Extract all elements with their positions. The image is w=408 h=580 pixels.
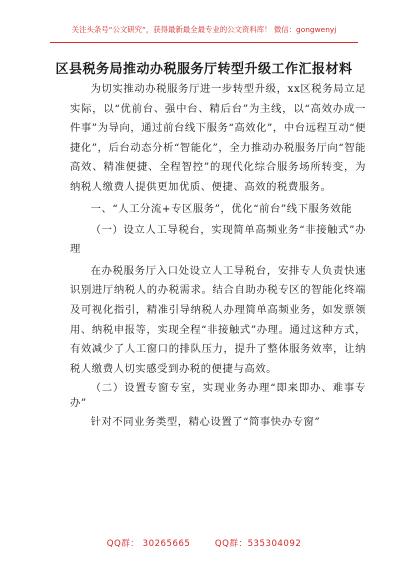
- footer-qq-group-1: QQ群： 30265665: [106, 539, 191, 549]
- footer: [0, 537, 408, 549]
- body-paragraph-2: 针对不同业务类型，精心设置了“简事快办专窗”: [90, 416, 321, 429]
- footer-qq-group-2: QQ群：535304092: [214, 539, 302, 549]
- header-banner: 关注头条号“公文研究”，获得最新最全最专业的公文资料库！ 微信：gongwenyj: [71, 25, 337, 34]
- document-title: 区县税务局推动办税服务厅转型升级工作汇报材料: [55, 62, 353, 77]
- intro-paragraph: 为切实推动办税服务厅进一步转型升级，xx区税务局立足实际，以“优前台、强中台、精后台”为主线，以“高效办成一件事”为导向，通过前台线下服务“高效化”，中台远程互动“便捷化”，后台动态分析“智能化”，全力推动办税服务厅向“智能高效、精准便捷、全程智控”的现代化综合服务场所转变，为纳税人缴费人提供更加优质、便捷、高效的税费服务。: [70, 83, 366, 193]
- document-body: [70, 80, 366, 433]
- subsection-heading-1: （一）设立人工导税台，实现简单高频业务“非接触式”办理: [70, 223, 366, 256]
- body-paragraph-1: 在办税服务厅入口处设立人工导税台，安排专人负责快速识别进厅纳税人的办税需求。结合自助办税专区的智能化终端及可视化指引，精准引导纳税人办理简单高频业务，如发票领用、纳税申报等，实现全程“非接触式”办理。通过这种方式，有效减少了人工窗口的排队压力，提升了整体服务效率，让纳税人缴费人切实感受到办税的便捷与高效。: [70, 264, 366, 375]
- section-heading-1: 一、“人工分流+专区服务”，优化“前台”线下服务效能: [90, 202, 353, 215]
- header-divider: [50, 42, 358, 43]
- subsection-heading-2: （二）设置专窗专室，实现业务办理“即来即办、难事专办”: [70, 382, 366, 410]
